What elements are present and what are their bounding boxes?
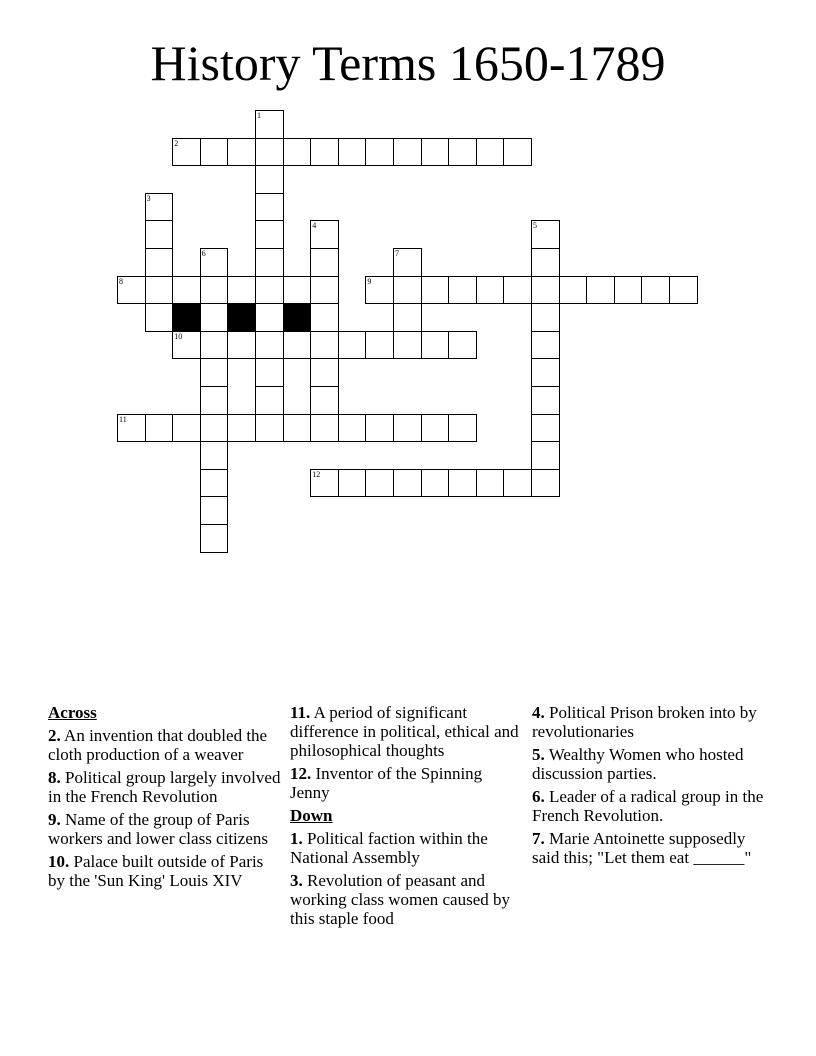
- grid-cell[interactable]: [200, 441, 229, 470]
- grid-cell[interactable]: [255, 165, 284, 194]
- clue-across-11: [290, 703, 526, 760]
- grid-cell[interactable]: [365, 276, 394, 305]
- clue-number: 4.: [532, 703, 545, 722]
- down-heading: Down: [290, 806, 333, 825]
- grid-cell[interactable]: [310, 358, 339, 387]
- across-heading: Across: [48, 703, 97, 722]
- grid-cell[interactable]: [365, 469, 394, 498]
- clue-text: Revolution of peasant and working class women caused by this staple food: [290, 871, 511, 928]
- clue-text: Political group largely involved in the French Revolution: [48, 768, 281, 806]
- grid-cell[interactable]: [421, 331, 450, 360]
- grid-cell[interactable]: [531, 303, 560, 332]
- grid-cell[interactable]: [255, 193, 284, 222]
- grid-cell[interactable]: [310, 469, 339, 498]
- grid-cell[interactable]: [117, 276, 146, 305]
- clue-number: 9.: [48, 810, 61, 829]
- clue-text: Political faction within the National Assembly: [290, 829, 488, 867]
- grid-cell[interactable]: [531, 469, 560, 498]
- clue-text: Palace built outside of Paris by the 'Sun King' Louis XIV: [48, 852, 264, 890]
- grid-cell[interactable]: [145, 220, 174, 249]
- grid-cell[interactable]: [200, 358, 229, 387]
- grid-cell[interactable]: [255, 276, 284, 305]
- grid-cell[interactable]: [531, 386, 560, 415]
- clue-down-5: [532, 745, 768, 783]
- grid-cell[interactable]: [586, 276, 615, 305]
- grid-cell[interactable]: [393, 276, 422, 305]
- grid-cell[interactable]: [255, 220, 284, 249]
- grid-cell[interactable]: [255, 110, 284, 139]
- clue-across-12: [290, 764, 526, 802]
- grid-cell[interactable]: [117, 414, 146, 443]
- grid-cell[interactable]: [283, 331, 312, 360]
- clue-number-label: 7: [395, 249, 399, 258]
- grid-cell[interactable]: [338, 138, 367, 167]
- clue-number: 11.: [290, 703, 311, 722]
- grid-cell[interactable]: [227, 138, 256, 167]
- clue-number: 6.: [532, 787, 545, 806]
- grid-cell[interactable]: [172, 138, 201, 167]
- clue-number-label: 2: [174, 138, 179, 148]
- grid-cell[interactable]: [255, 138, 284, 167]
- grid-cell[interactable]: [641, 276, 670, 305]
- grid-cell[interactable]: [476, 276, 505, 305]
- black-square: [172, 303, 201, 332]
- clue-number-label: 6: [201, 249, 206, 258]
- grid-cell[interactable]: [531, 331, 560, 360]
- clue-text: Inventor of the Spinning Jenny: [290, 764, 483, 802]
- black-square: [227, 303, 256, 332]
- grid-cell[interactable]: [227, 414, 256, 443]
- grid-cell[interactable]: [200, 386, 229, 415]
- clue-number: 1.: [290, 829, 303, 848]
- grid-cell[interactable]: [421, 138, 450, 167]
- grid-cell[interactable]: [393, 303, 422, 332]
- grid-cell[interactable]: [448, 276, 477, 305]
- clue-number-label: 4: [312, 221, 317, 231]
- grid-cell[interactable]: [448, 331, 477, 360]
- clue-number: 3.: [290, 871, 303, 890]
- grid-cell[interactable]: [310, 303, 339, 332]
- grid-cell[interactable]: [421, 276, 450, 305]
- clue-number: 8.: [48, 768, 61, 787]
- clue-number-label: 9: [367, 276, 372, 286]
- clue-number-label: 1: [257, 111, 261, 120]
- grid-cell[interactable]: [255, 303, 284, 332]
- grid-cell[interactable]: [227, 276, 256, 305]
- clue-down-4: [532, 703, 768, 741]
- grid-cell[interactable]: [531, 248, 560, 277]
- grid-cell[interactable]: [310, 220, 339, 249]
- grid-cell[interactable]: [200, 248, 229, 277]
- grid-cell[interactable]: [531, 220, 560, 249]
- grid-cell[interactable]: [393, 138, 422, 167]
- grid-cell[interactable]: [393, 248, 422, 277]
- clue-text: Wealthy Women who hosted discussion parties.: [532, 745, 744, 783]
- grid-cell[interactable]: [172, 414, 201, 443]
- grid-cell[interactable]: [503, 469, 532, 498]
- clue-number-label: 8: [119, 276, 123, 286]
- grid-cell[interactable]: [200, 303, 229, 332]
- grid-cell[interactable]: [448, 414, 477, 443]
- grid-cell[interactable]: [393, 331, 422, 360]
- clues-column-3: [532, 703, 768, 871]
- grid-cell[interactable]: [200, 414, 229, 443]
- grid-cell[interactable]: [200, 138, 229, 167]
- clues-column-2: [290, 703, 526, 932]
- grid-cell[interactable]: [421, 414, 450, 443]
- grid-cell[interactable]: [145, 193, 174, 222]
- grid-cell[interactable]: [448, 469, 477, 498]
- grid-cell[interactable]: [200, 496, 229, 525]
- clue-across-8: [48, 768, 284, 806]
- clue-number-label: 3: [146, 193, 151, 203]
- clue-number: 12.: [290, 764, 312, 783]
- grid-cell[interactable]: [448, 138, 477, 167]
- clue-number-label: 12: [312, 469, 321, 479]
- grid-cell[interactable]: [310, 248, 339, 277]
- grid-cell[interactable]: [310, 276, 339, 305]
- clue-number-label: 11: [119, 414, 127, 424]
- clue-text: Name of the group of Paris workers and lower class citizens: [48, 810, 268, 848]
- grid-cell[interactable]: [145, 248, 174, 277]
- grid-cell[interactable]: [503, 138, 532, 167]
- grid-cell[interactable]: [531, 276, 560, 305]
- grid-cell[interactable]: [365, 138, 394, 167]
- grid-cell[interactable]: [283, 138, 312, 167]
- grid-cell[interactable]: [559, 276, 588, 305]
- grid-cell[interactable]: [338, 414, 367, 443]
- clue-number: 5.: [532, 745, 545, 764]
- clue-number: 2.: [48, 726, 61, 745]
- grid-cell[interactable]: [255, 386, 284, 415]
- clue-text: Political Prison broken into by revolutionaries: [532, 703, 757, 741]
- clue-number-label: 10: [174, 331, 183, 341]
- grid-cell[interactable]: [200, 276, 229, 305]
- grid-cell[interactable]: [614, 276, 643, 305]
- grid-cell[interactable]: [338, 469, 367, 498]
- grid-cell[interactable]: [200, 331, 229, 360]
- clue-across-2: [48, 726, 284, 764]
- grid-cell[interactable]: [338, 331, 367, 360]
- clue-across-10: [48, 852, 284, 890]
- grid-cell[interactable]: [227, 331, 256, 360]
- grid-cell[interactable]: [255, 248, 284, 277]
- grid-cell[interactable]: [310, 138, 339, 167]
- clue-down-6: [532, 787, 768, 825]
- clues-column-1: [48, 703, 284, 894]
- grid-cell[interactable]: [310, 386, 339, 415]
- grid-cell[interactable]: [310, 331, 339, 360]
- clue-number: 7.: [532, 829, 545, 848]
- grid-cell[interactable]: [393, 469, 422, 498]
- grid-cell[interactable]: [531, 414, 560, 443]
- grid-cell[interactable]: [145, 414, 174, 443]
- grid-cell[interactable]: [476, 138, 505, 167]
- grid-cell[interactable]: [283, 414, 312, 443]
- clue-down-3: [290, 871, 526, 928]
- grid-cell[interactable]: [145, 303, 174, 332]
- grid-cell[interactable]: [172, 331, 201, 360]
- clue-number: 10.: [48, 852, 70, 871]
- puzzle-title: History Terms 1650-1789: [150, 35, 666, 91]
- grid-cell[interactable]: [365, 331, 394, 360]
- grid-cell[interactable]: [503, 276, 532, 305]
- grid-cell[interactable]: [200, 524, 229, 553]
- black-square: [283, 303, 312, 332]
- clue-text: Leader of a radical group in the French Revolution.: [532, 787, 764, 825]
- clue-number-label: 5: [533, 221, 537, 231]
- clue-down-1: [290, 829, 526, 867]
- grid-cell[interactable]: [365, 414, 394, 443]
- grid-cell[interactable]: [669, 276, 698, 305]
- clue-text: Marie Antoinette supposedly said this; "Let them eat ______": [532, 829, 752, 867]
- grid-cell[interactable]: [531, 441, 560, 470]
- clue-text: A period of significant difference in political, ethical and philosophical thoughts: [290, 703, 519, 760]
- grid-cell[interactable]: [200, 469, 229, 498]
- grid-cell[interactable]: [255, 331, 284, 360]
- grid-cell[interactable]: [310, 414, 339, 443]
- grid-cell[interactable]: [255, 414, 284, 443]
- grid-cell[interactable]: [421, 469, 450, 498]
- grid-cell[interactable]: [476, 469, 505, 498]
- grid-cell[interactable]: [283, 276, 312, 305]
- grid-cell[interactable]: [255, 358, 284, 387]
- grid-cell[interactable]: [172, 276, 201, 305]
- clue-across-9: [48, 810, 284, 848]
- grid-cell[interactable]: [393, 414, 422, 443]
- clue-down-7: [532, 829, 768, 867]
- grid-cell[interactable]: [145, 276, 174, 305]
- clue-text: An invention that doubled the cloth production of a weaver: [48, 726, 268, 764]
- grid-cell[interactable]: [531, 358, 560, 387]
